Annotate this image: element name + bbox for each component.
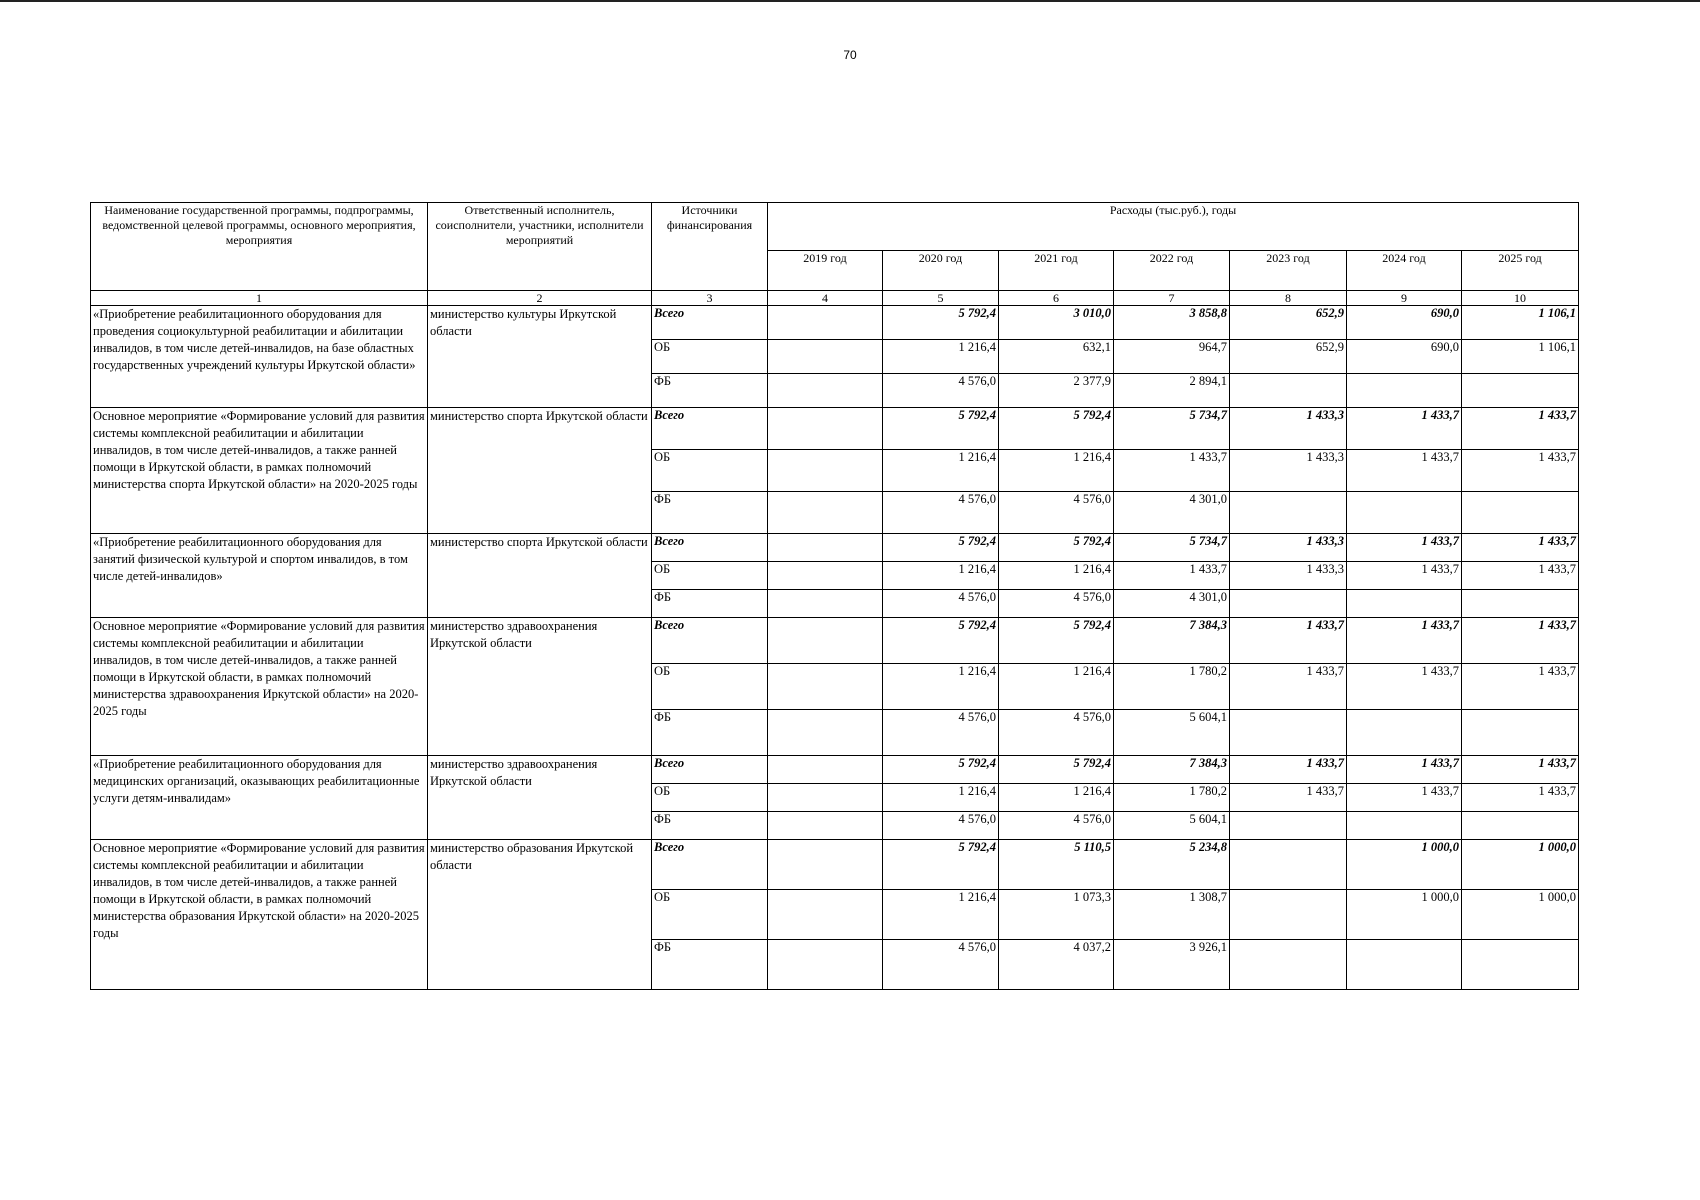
expense-value [768,618,883,664]
expense-value: 1 216,4 [883,562,999,590]
expense-value [768,756,883,784]
expense-value [1230,590,1347,618]
expense-value: 4 037,2 [999,940,1114,990]
header-expenses: Расходы (тыс.руб.), годы [768,203,1579,251]
funding-source: ОБ [652,340,768,374]
expense-value [768,940,883,990]
expense-value: 1 000,0 [1347,840,1462,890]
expense-value: 1 433,7 [1347,784,1462,812]
expense-value: 5 604,1 [1114,812,1230,840]
expense-value: 1 216,4 [883,340,999,374]
expense-value: 1 433,7 [1462,534,1579,562]
expense-value [768,306,883,340]
column-number: 6 [999,291,1114,306]
expense-value: 1 000,0 [1347,890,1462,940]
expense-value: 1 216,4 [883,450,999,492]
expense-value: 3 010,0 [999,306,1114,340]
expense-value: 1 780,2 [1114,664,1230,710]
expense-value [1230,374,1347,408]
header-name: Наименование государственной программы, подпрограммы, ведомственной целевой программы, основного мероприятия, мероприятия [91,203,428,291]
expense-value: 1 433,7 [1347,664,1462,710]
expense-value: 4 576,0 [999,590,1114,618]
expense-value: 1 433,7 [1347,562,1462,590]
expense-value: 1 433,7 [1347,408,1462,450]
expense-value: 5 792,4 [883,534,999,562]
expense-value: 4 576,0 [883,710,999,756]
header-executor: Ответственный исполнитель, соисполнители, участники, исполнители мероприятий [428,203,652,291]
executor-name: министерство спорта Иркутской области [428,534,652,618]
expense-value: 1 433,3 [1230,534,1347,562]
funding-source: Всего [652,534,768,562]
expense-value: 690,0 [1347,340,1462,374]
funding-source: ОБ [652,450,768,492]
expense-value [1347,492,1462,534]
expense-value: 1 433,7 [1462,664,1579,710]
table-row [91,408,1579,450]
executor-name: министерство здравоохранения Иркутской области [428,756,652,840]
funding-source: ФБ [652,710,768,756]
expense-value [768,492,883,534]
expense-value: 1 433,7 [1462,562,1579,590]
scan-top-edge [0,0,1700,2]
header-year: 2022 год [1114,251,1230,291]
expense-value: 1 433,7 [1347,534,1462,562]
expense-value [768,340,883,374]
expense-value [768,890,883,940]
expense-value [1230,890,1347,940]
expense-value: 3 858,8 [1114,306,1230,340]
table-row [91,756,1579,784]
table-row [91,306,1579,340]
expense-value: 1 433,7 [1230,618,1347,664]
expense-value [1462,374,1579,408]
funding-source: ОБ [652,562,768,590]
expense-value: 632,1 [999,340,1114,374]
expense-value [768,784,883,812]
expense-value: 5 792,4 [883,840,999,890]
expense-value: 1 433,3 [1230,450,1347,492]
header-year: 2021 год [999,251,1114,291]
expense-value: 652,9 [1230,340,1347,374]
expense-value: 5 792,4 [883,756,999,784]
column-number-row [91,291,1579,306]
expense-value: 1 216,4 [883,890,999,940]
activity-name: Основное мероприятие «Формирование условий для развития системы комплексной реабилитации и абилитации инвалидов, в том числе детей-инвалидов, а также ранней помощи в Иркутской области, в рамках полномочий министерства здравоохранения Иркутской области» на 2020-2025 годы [91,618,428,756]
expense-value: 5 604,1 [1114,710,1230,756]
budget-table-body [91,306,1579,990]
expense-value: 4 576,0 [883,492,999,534]
expense-value [768,840,883,890]
expense-value [1347,590,1462,618]
expense-value: 1 433,7 [1462,450,1579,492]
expense-value: 1 433,3 [1230,408,1347,450]
expense-value [768,562,883,590]
expense-value: 1 073,3 [999,890,1114,940]
expense-value: 1 433,3 [1230,562,1347,590]
expense-value: 1 106,1 [1462,306,1579,340]
funding-source: ОБ [652,890,768,940]
expense-value: 1 308,7 [1114,890,1230,940]
executor-name: министерство спорта Иркутской области [428,408,652,534]
expense-value [1462,492,1579,534]
expense-value [1462,590,1579,618]
expense-value [1230,840,1347,890]
expense-value: 1 216,4 [999,562,1114,590]
expense-value: 1 433,7 [1462,756,1579,784]
expense-value: 1 216,4 [883,664,999,710]
activity-name: «Приобретение реабилитационного оборудования для медицинских организаций, оказывающих реабилитационные услуги детям-инвалидам» [91,756,428,840]
expense-value [768,374,883,408]
expense-value: 4 576,0 [883,940,999,990]
expense-value: 1 216,4 [883,784,999,812]
expense-value: 1 216,4 [999,784,1114,812]
column-number: 2 [428,291,652,306]
expense-value: 4 576,0 [883,812,999,840]
expense-value: 2 377,9 [999,374,1114,408]
expense-value [1230,940,1347,990]
expense-value [768,812,883,840]
funding-source: Всего [652,756,768,784]
expense-value: 1 000,0 [1462,890,1579,940]
expense-value [768,534,883,562]
expense-value [1462,812,1579,840]
page-number: 70 [843,48,857,62]
activity-name: «Приобретение реабилитационного оборудования для занятий физической культурой и спортом инвалидов, в том числе детей-инвалидов» [91,534,428,618]
expense-value: 1 000,0 [1462,840,1579,890]
expense-value: 1 433,7 [1462,784,1579,812]
expense-value: 964,7 [1114,340,1230,374]
expense-value: 4 301,0 [1114,590,1230,618]
expense-value: 1 106,1 [1462,340,1579,374]
funding-source: ФБ [652,812,768,840]
expense-value: 4 301,0 [1114,492,1230,534]
expense-value [1230,492,1347,534]
funding-source: ФБ [652,590,768,618]
funding-source: ФБ [652,940,768,990]
expense-value [1230,812,1347,840]
expense-value [768,664,883,710]
expense-value: 5 792,4 [999,756,1114,784]
header-year: 2024 год [1347,251,1462,291]
column-number: 8 [1230,291,1347,306]
expense-value: 1 433,7 [1347,450,1462,492]
funding-source: Всего [652,618,768,664]
activity-name: Основное мероприятие «Формирование условий для развития системы комплексной реабилитации и абилитации инвалидов, в том числе детей-инвалидов, а также ранней помощи в Иркутской области, в рамках полномочий министерства образования Иркутской области» на 2020-2025 годы [91,840,428,990]
expense-value [1462,940,1579,990]
expense-value: 690,0 [1347,306,1462,340]
funding-source: Всего [652,306,768,340]
table-row [91,840,1579,890]
budget-table [90,202,1579,990]
expense-value: 1 433,7 [1114,450,1230,492]
table-row [91,534,1579,562]
expense-value: 1 780,2 [1114,784,1230,812]
expense-value [1347,374,1462,408]
funding-source: ФБ [652,374,768,408]
header-source: Источники финансирования [652,203,768,291]
expense-value [768,450,883,492]
expense-value [1230,710,1347,756]
expense-value: 7 384,3 [1114,756,1230,784]
expense-value: 1 433,7 [1347,756,1462,784]
funding-source: ФБ [652,492,768,534]
expense-value: 4 576,0 [883,374,999,408]
expense-value: 1 433,7 [1347,618,1462,664]
expense-value: 1 433,7 [1462,618,1579,664]
funding-source: ОБ [652,664,768,710]
expense-value: 3 926,1 [1114,940,1230,990]
expense-value: 4 576,0 [999,492,1114,534]
expense-value: 5 234,8 [1114,840,1230,890]
expense-value [1347,710,1462,756]
expense-value [1462,710,1579,756]
expense-value: 1 433,7 [1230,756,1347,784]
expense-value [1347,812,1462,840]
column-number: 1 [91,291,428,306]
header-year: 2023 год [1230,251,1347,291]
activity-name: «Приобретение реабилитационного оборудования для проведения социокультурной реабилитации и абилитации инвалидов, в том числе детей-инвалидов, на базе областных государственных учреждений культуры Иркутской области» [91,306,428,408]
executor-name: министерство образования Иркутской области [428,840,652,990]
expense-value: 5 792,4 [999,618,1114,664]
column-number: 4 [768,291,883,306]
header-year: 2020 год [883,251,999,291]
expense-value: 5 110,5 [999,840,1114,890]
funding-source: Всего [652,408,768,450]
column-number: 7 [1114,291,1230,306]
expense-value: 1 216,4 [999,664,1114,710]
header-year: 2019 год [768,251,883,291]
expense-value: 5 792,4 [883,408,999,450]
executor-name: министерство здравоохранения Иркутской области [428,618,652,756]
expense-value: 5 734,7 [1114,408,1230,450]
expense-value: 1 433,7 [1462,408,1579,450]
column-number: 3 [652,291,768,306]
expense-value: 5 792,4 [883,618,999,664]
executor-name: министерство культуры Иркутской области [428,306,652,408]
header-year: 2025 год [1462,251,1579,291]
expense-value: 1 433,7 [1114,562,1230,590]
expense-value: 5 734,7 [1114,534,1230,562]
column-number: 5 [883,291,999,306]
column-number: 9 [1347,291,1462,306]
expense-value: 652,9 [1230,306,1347,340]
expense-value [1347,940,1462,990]
table-row [91,618,1579,664]
expense-value: 1 216,4 [999,450,1114,492]
funding-source: ОБ [652,784,768,812]
expense-value: 4 576,0 [999,710,1114,756]
funding-source: Всего [652,840,768,890]
expense-value: 4 576,0 [999,812,1114,840]
expense-value [768,408,883,450]
expense-value: 7 384,3 [1114,618,1230,664]
expense-value: 5 792,4 [999,408,1114,450]
activity-name: Основное мероприятие «Формирование условий для развития системы комплексной реабилитации и абилитации инвалидов, в том числе детей-инвалидов, а также ранней помощи в Иркутской области, в рамках полномочий министерства спорта Иркутской области» на 2020-2025 годы [91,408,428,534]
expense-value: 1 433,7 [1230,664,1347,710]
expense-value [768,710,883,756]
expense-value: 4 576,0 [883,590,999,618]
expense-value: 1 433,7 [1230,784,1347,812]
expense-value: 2 894,1 [1114,374,1230,408]
expense-value: 5 792,4 [883,306,999,340]
column-number: 10 [1462,291,1579,306]
expense-value: 5 792,4 [999,534,1114,562]
expense-value [768,590,883,618]
